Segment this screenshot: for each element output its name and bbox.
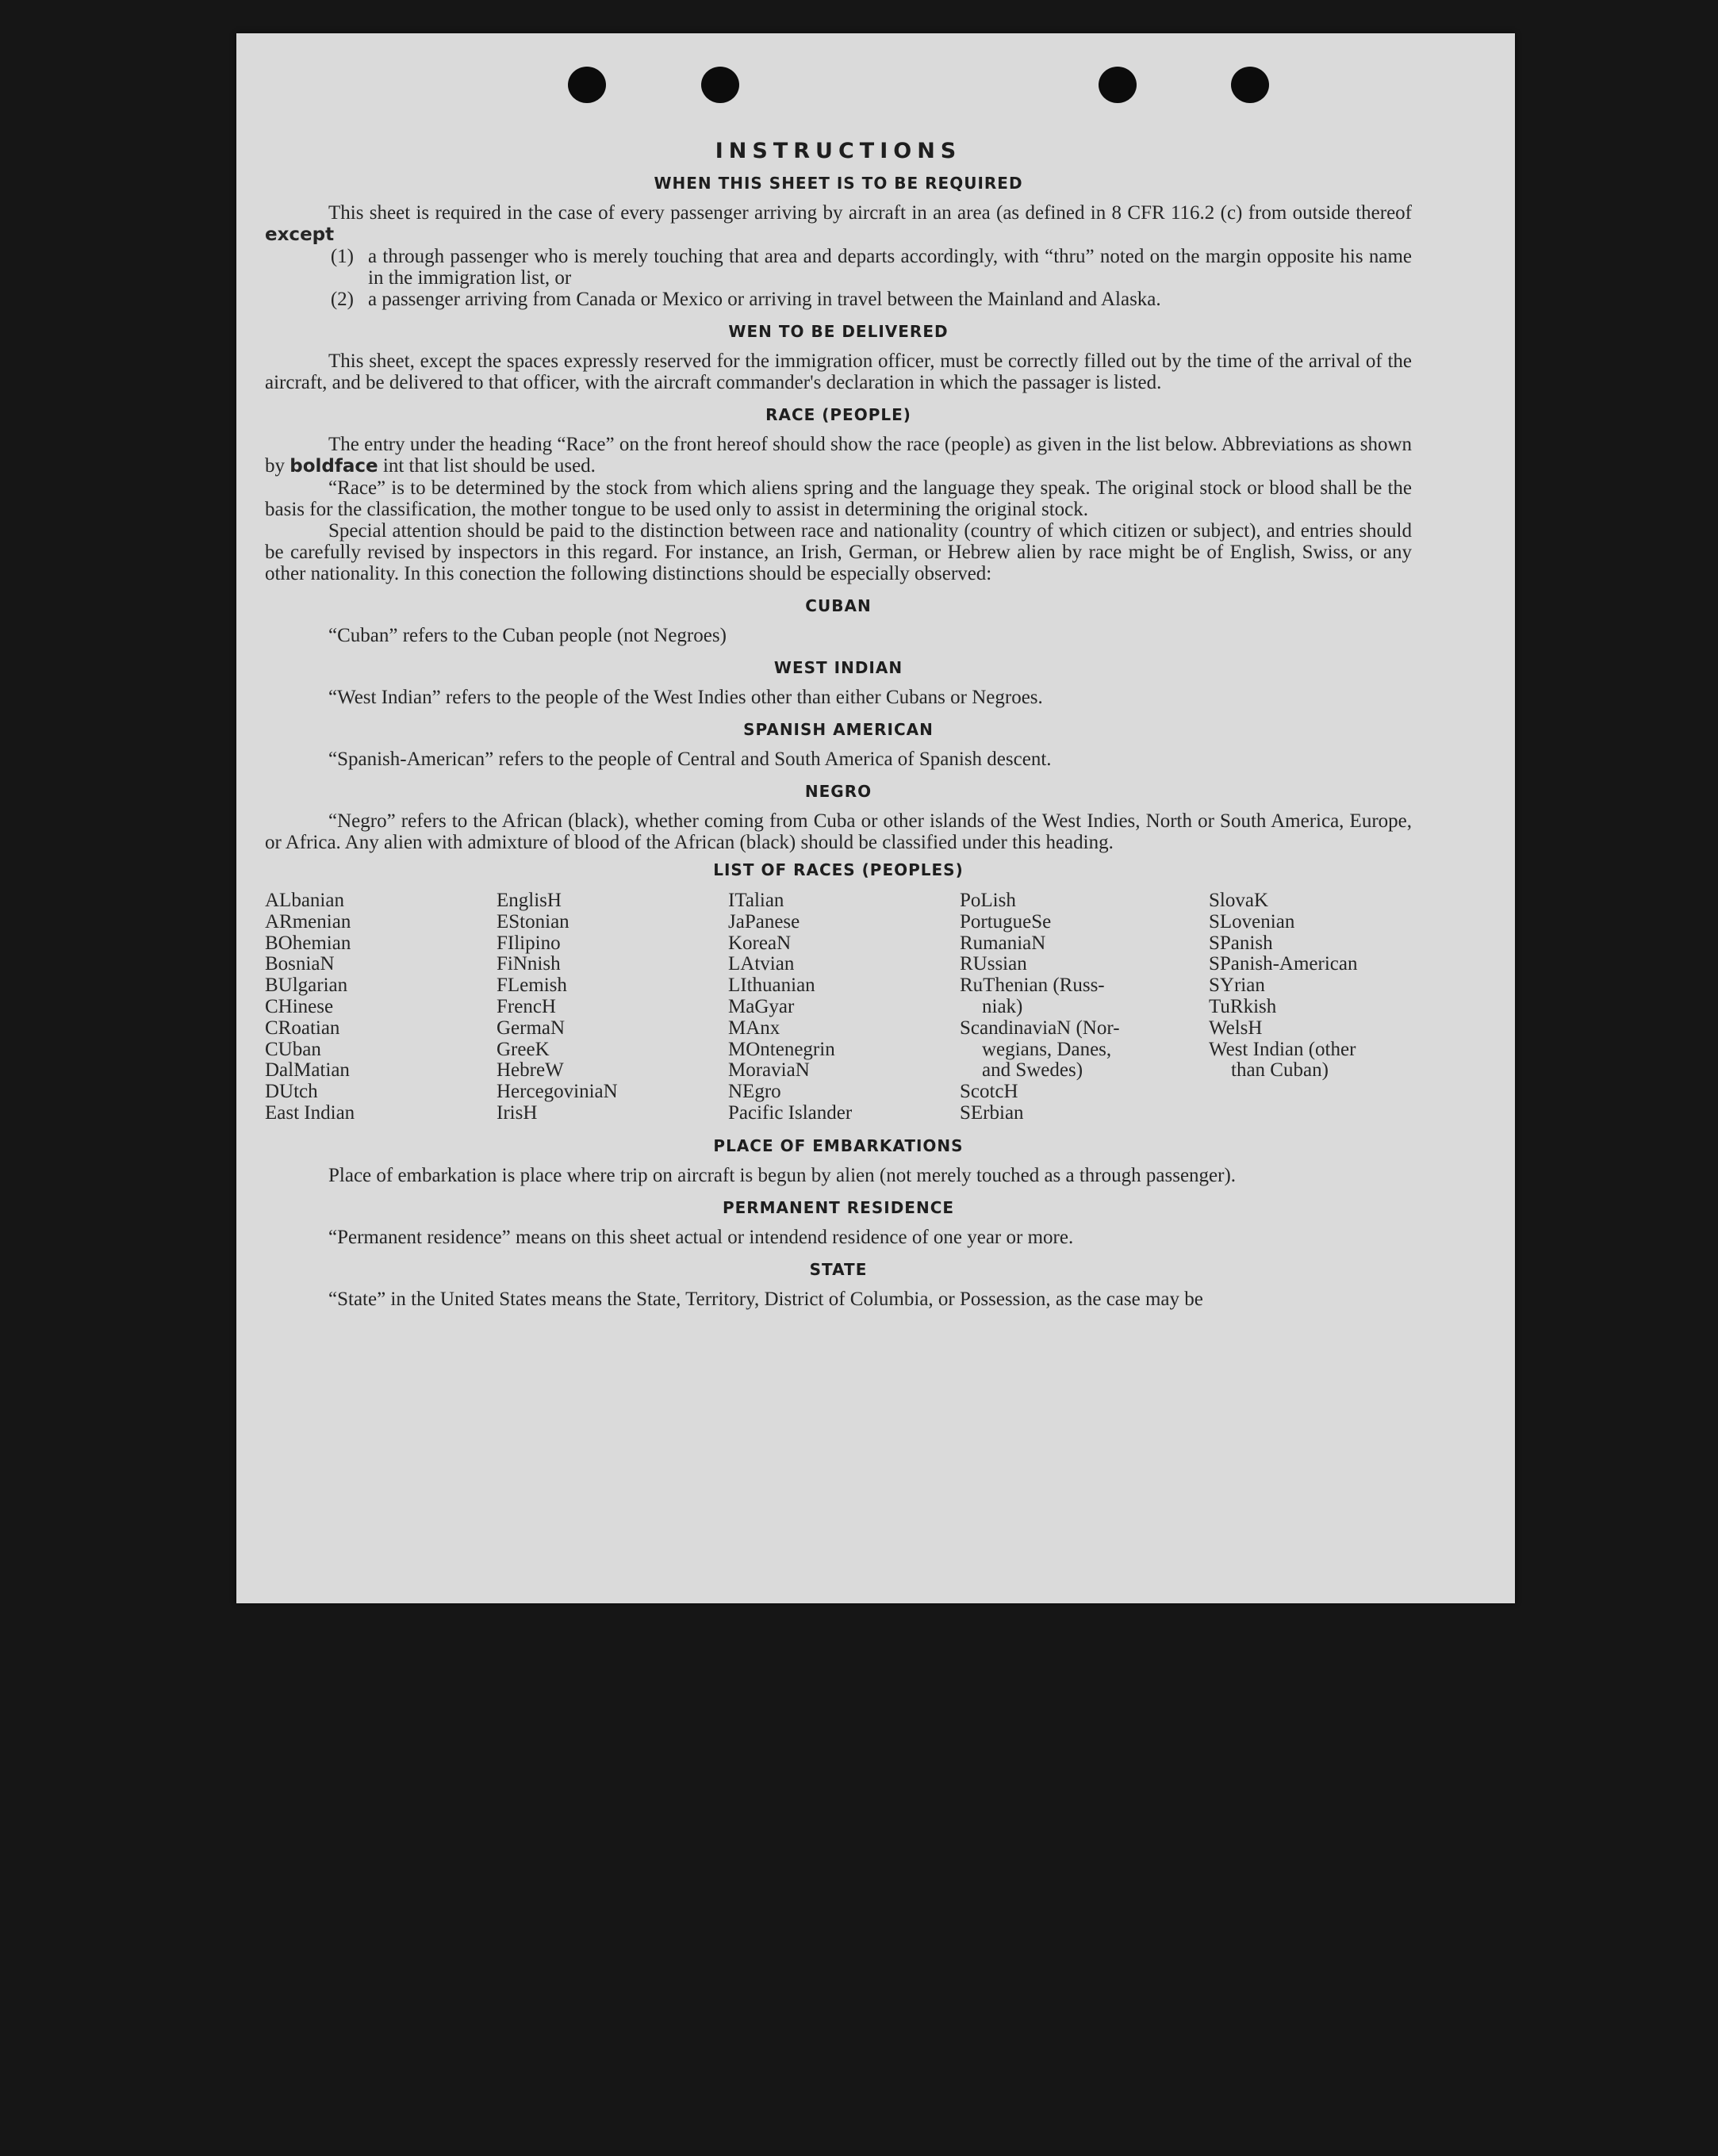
race-item: ScotcH: [960, 1081, 1018, 1103]
race-item: GreeK: [497, 1038, 550, 1060]
race-item: PortugueSe: [960, 910, 1052, 932]
page-title: INSTRUCTIONS: [715, 139, 962, 163]
section-title-races: LIST OF RACES (PEOPLES): [713, 860, 964, 879]
race-item: BUlgarian: [265, 975, 348, 997]
race-item: CUban: [265, 1038, 321, 1060]
race-item: CHinese: [265, 995, 334, 1017]
race-item: NEgro: [728, 1081, 781, 1103]
race-item: EnglisH: [497, 890, 562, 911]
race-item: East Indian: [265, 1101, 355, 1124]
race-item: LAtvian: [728, 953, 795, 975]
section-title-west-indian: WEST INDIAN: [773, 658, 903, 677]
race-item: MAnx: [728, 1017, 780, 1039]
race-item: FLemish: [497, 975, 567, 997]
instruction-sheet: [236, 33, 1515, 1603]
race-item: CRoatian: [265, 1017, 340, 1039]
race-paragraph-3: Special attention should be paid to the distinction between race and nationality (country of which citizen or subject), and entries should be carefully revised by inspectors in this regard. For instance, an Irish, German, or Hebrew alien by race might be of English, Swiss, or any other nationality. In this conection the following distinctions should be especially observed:: [265, 520, 1412, 584]
race-item: HebreW: [497, 1059, 564, 1082]
when-required-intro: This sheet is required in the case of every passenger arriving by aircraft in an area (as defined in 8 CFR 116.2 (c) from outside thereof except: [265, 202, 1412, 245]
punch-hole: [1231, 67, 1269, 103]
race-item: MoraviaN: [728, 1059, 810, 1082]
embarkation-text: Place of embarkation is place where trip on aircraft is begun by alien (not merely touched as a through passenger).: [328, 1164, 1237, 1186]
when-delivered-text: This sheet, except the spaces expressly reserved for the immigration officer, must be correctly filled out by the time of the arrival of the aircraft, and be delivered to that officer, with the aircraft commander's declaration in which the passager is listed.: [265, 350, 1412, 393]
section-title-spanish-american: SPANISH AMERICAN: [743, 720, 934, 739]
race-item: PoLish: [960, 890, 1016, 911]
race-item: IrisH: [497, 1101, 538, 1124]
race-item: MOntenegrin: [728, 1038, 835, 1060]
race-item: RumaniaN: [960, 932, 1046, 954]
race-item: BosniaN: [265, 953, 335, 975]
race-item: DUtch: [265, 1081, 318, 1103]
race-item: WelsH: [1209, 1017, 1263, 1039]
races-column-1: [265, 890, 497, 1124]
race-item: SlovaK: [1209, 890, 1268, 911]
race-item: FrencH: [497, 995, 556, 1017]
race-item: JaPanese: [728, 910, 800, 932]
race-item: wegians, Danes,: [982, 1038, 1112, 1060]
race-item: MaGyar: [728, 995, 795, 1017]
race-item: RUssian: [960, 953, 1027, 975]
punch-hole: [568, 67, 606, 103]
list-item: (1) a through passenger who is merely touching that area and departs accordingly, with “thru” noted on the margin opposite his name in the immigration list, or: [330, 246, 1412, 289]
negro-text: “Negro” refers to the African (black), whether coming from Cuba or other islands of the West Indies, North or South America, Europe, or Africa. Any alien with admixture of blood of the African (black) should be classified under this heading.: [265, 810, 1412, 853]
race-item: and Swedes): [982, 1059, 1083, 1082]
races-column-5: [1209, 890, 1412, 1124]
race-item: ScandinaviaN (Nor-: [960, 1017, 1120, 1039]
race-item: than Cuban): [1231, 1059, 1329, 1082]
cuban-text: “Cuban” refers to the Cuban people (not Negroes): [328, 625, 727, 646]
section-title-race: RACE (PEOPLE): [765, 405, 911, 424]
race-item: HercegoviniaN: [497, 1081, 618, 1103]
race-item: TuRkish: [1209, 995, 1277, 1017]
section-title-when-delivered: WEN TO BE DELIVERED: [728, 322, 949, 341]
race-item: KoreaN: [728, 932, 792, 954]
section-title-when-required: WHEN THIS SHEET IS TO BE REQUIRED: [654, 174, 1023, 193]
races-column-3: [728, 890, 960, 1124]
race-item: SPanish-American: [1209, 953, 1358, 975]
section-title-cuban: CUBAN: [805, 596, 872, 615]
race-item: EStonian: [497, 910, 569, 932]
race-item: RuThenian (Russ-: [960, 975, 1105, 997]
punch-hole: [701, 67, 739, 103]
race-item: GermaN: [497, 1017, 566, 1039]
race-paragraph-1: The entry under the heading “Race” on the front hereof should show the race (people) as given in the list below. Abbreviations as shown by boldface int that list should be used.: [265, 434, 1412, 477]
race-item: FiNnish: [497, 953, 561, 975]
races-list: [265, 890, 1412, 1124]
race-item: SErbian: [960, 1101, 1024, 1124]
race-item: West Indian (other: [1209, 1038, 1356, 1060]
residence-text: “Permanent residence” means on this sheet actual or intendend residence of one year or more.: [328, 1226, 1074, 1248]
section-title-embarkation: PLACE OF EMBARKATIONS: [713, 1135, 964, 1155]
race-item: DalMatian: [265, 1059, 350, 1082]
list-item: (2) a passenger arriving from Canada or Mexico or arriving in travel between the Mainland and Alaska.: [330, 289, 1161, 310]
spanish-american-text: “Spanish-American” refers to the people of Central and South America of Spanish descent.: [328, 749, 1052, 770]
race-item: LIthuanian: [728, 975, 815, 997]
race-item: SLovenian: [1209, 910, 1295, 932]
race-item: SYrian: [1209, 975, 1265, 997]
races-column-4: [960, 890, 1209, 1124]
section-title-residence: PERMANENT RESIDENCE: [722, 1197, 955, 1217]
race-item: SPanish: [1209, 932, 1273, 954]
race-item: ALbanian: [265, 890, 344, 911]
race-paragraph-2: “Race” is to be determined by the stock from which aliens spring and the language they speak. The original stock or blood shall be the basis for the classification, the mother tongue to be used only to assist in determining the original stock.: [265, 477, 1412, 520]
punch-hole: [1099, 67, 1137, 103]
section-title-negro: NEGRO: [804, 782, 872, 801]
race-item: niak): [982, 995, 1023, 1017]
race-item: ITalian: [728, 890, 784, 911]
west-indian-text: “West Indian” refers to the people of the West Indies other than either Cubans or Negroes.: [328, 687, 1043, 708]
state-text: “State” in the United States means the State, Territory, District of Columbia, or Possession, as the case may be: [328, 1288, 1203, 1310]
race-item: Pacific Islander: [728, 1101, 853, 1124]
race-item: ARmenian: [265, 910, 351, 932]
races-column-2: [497, 890, 728, 1124]
document-body: [265, 140, 1412, 1310]
race-item: BOhemian: [265, 932, 351, 954]
race-item: FIlipino: [497, 932, 561, 954]
section-title-state: STATE: [809, 1259, 868, 1279]
